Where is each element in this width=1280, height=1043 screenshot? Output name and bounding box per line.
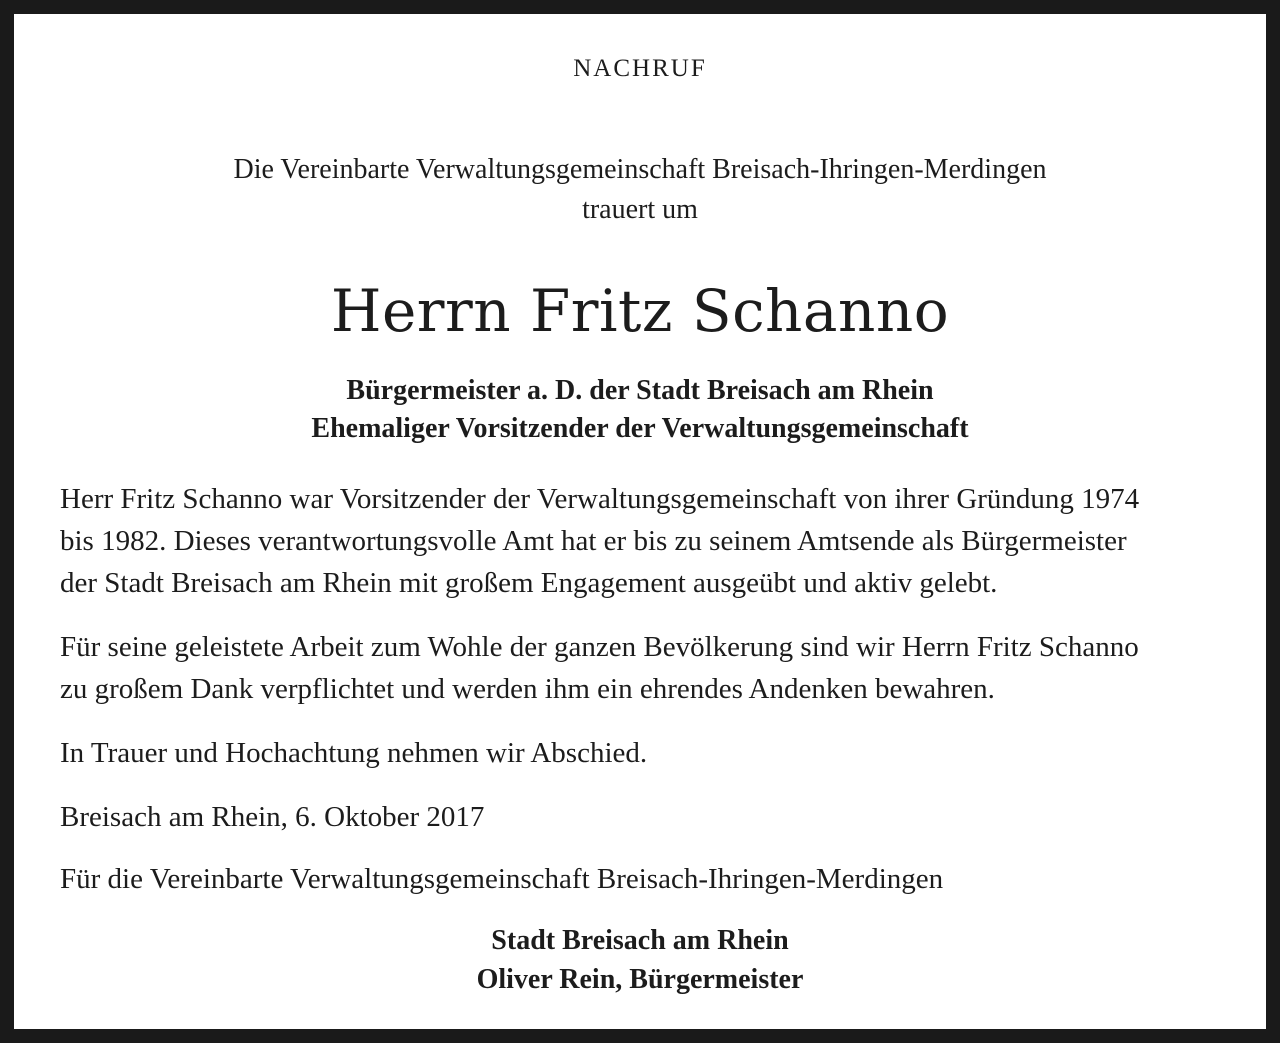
on-behalf-line: Für die Vereinbarte Verwaltungsgemeinschaft Breisach-Ihringen-Merdingen <box>60 863 944 895</box>
paragraph-1-line-3: der Stadt Breisach am Rhein mit großem Engagement ausgeübt und aktiv gelebt. <box>60 567 998 599</box>
paragraph-2-line-1: Für seine geleistete Arbeit zum Wohle der ganzen Bevölkerung sind wir Herrn Fritz Schanno <box>60 631 1139 663</box>
paragraph-1-line-2: bis 1982. Dieses verantwortungsvolle Amt hat er bis zu seinem Amtsende als Bürgermeister <box>60 525 1127 557</box>
deceased-name: Herrn Fritz Schanno <box>330 277 950 345</box>
place-date-line: Breisach am Rhein, 6. Oktober 2017 <box>60 801 485 833</box>
farewell-line: In Trauer und Hochachtung nehmen wir Abschied. <box>60 737 648 769</box>
notice-header: NACHRUF <box>573 55 707 82</box>
paragraph-1-line-1: Herr Fritz Schanno war Vorsitzender der Verwaltungsgemeinschaft von ihrer Gründung 1974 <box>60 483 1140 515</box>
paragraph-2-line-2: zu großem Dank verpflichtet und werden ihm ein ehrendes Andenken bewahren. <box>60 673 995 705</box>
role-line-2: Ehemaliger Vorsitzender der Verwaltungsgemeinschaft <box>311 413 969 444</box>
signature-signatory: Oliver Rein, Bürgermeister <box>476 964 804 995</box>
role-line-1: Bürgermeister a. D. der Stadt Breisach am Rhein <box>346 375 934 406</box>
intro-line-2: trauert um <box>582 194 698 225</box>
signature-organization: Stadt Breisach am Rhein <box>491 925 789 956</box>
intro-line-1: Die Vereinbarte Verwaltungsgemeinschaft Breisach-Ihringen-Merdingen <box>233 154 1047 185</box>
